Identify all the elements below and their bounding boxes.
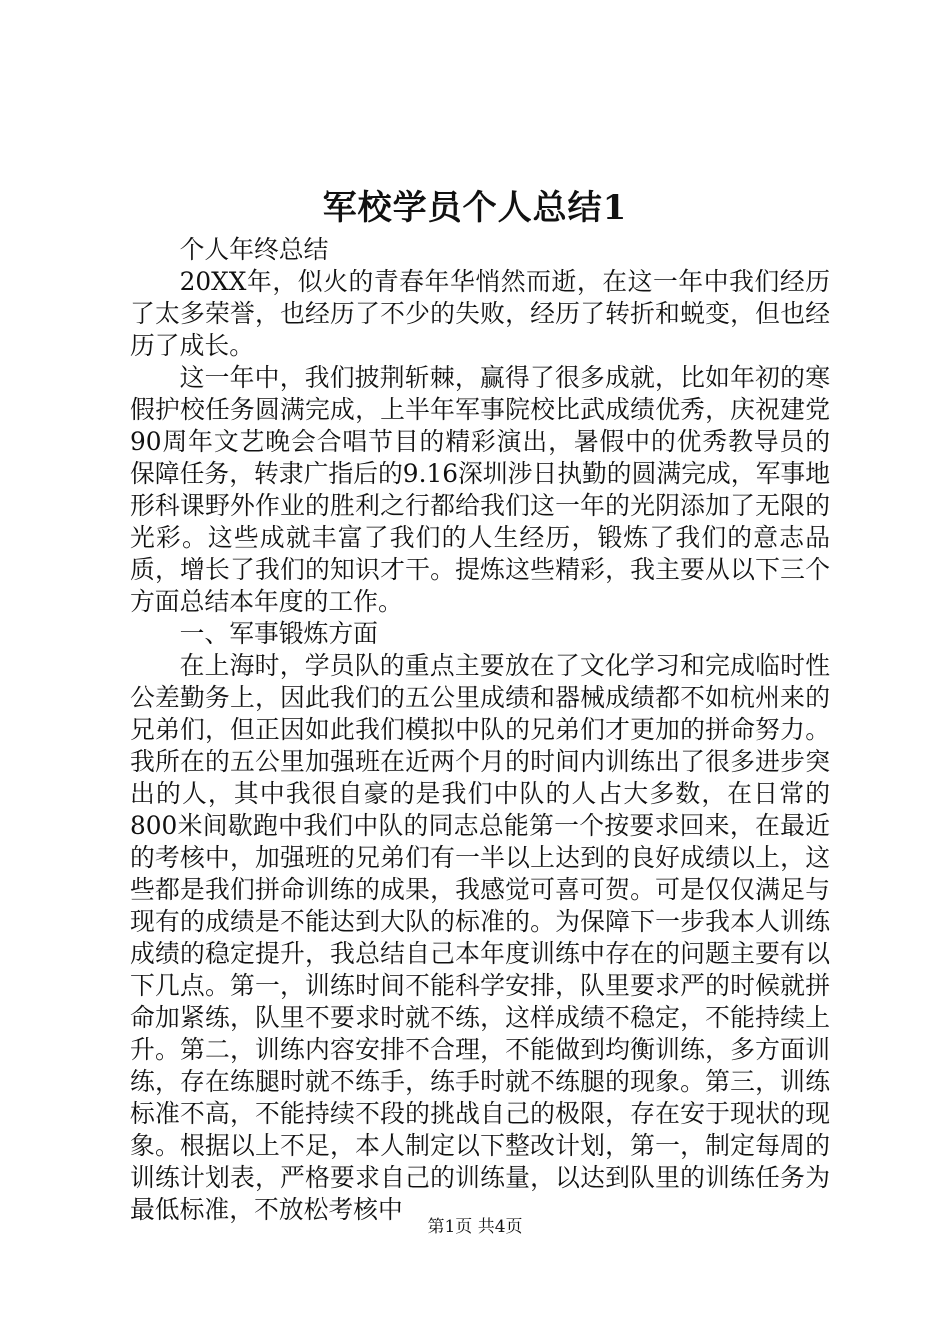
document-title: 军校学员个人总结1 [322,188,628,228]
section-heading-military-training: 一、军事锻炼方面 [179,619,378,648]
paragraph-subtitle: 个人年终总结 [179,235,329,264]
document-body [130,234,830,1226]
paragraph-military-training: 在上海时，学员队的重点主要放在了文化学习和完成临时性公差勤务上，因此我们的五公里成绩和器械成绩都不如杭州来的兄弟们，但正因如此我们模拟中队的兄弟们才更加的拼命努力。我所在的五公里加强班在近两个月的时间内训练出了很多进步突出的人，其中我很自豪的是我们中队的人占大多数，在日常的800米间歇跑中我们中队的同志总能第一个按要求回来，在最近的考核中，加强班的兄弟们有一半以上达到的良好成绩以上，这些都是我们拼命训练的成果，我感觉可喜可贺。可是仅仅满足与现有的成绩是不能达到大队的标准的。为保障下一步我本人训练成绩的稳定提升，我总结自己本年度训练中存在的问题主要有以下几点。第一，训练时间不能科学安排，队里要求严的时候就拼命加紧练，队里不要求时就不练，这样成绩不稳定，不能持续上升。第二，训练内容安排不合理，不能做到均衡训练，多方面训练，存在练腿时就不练手，练手时就不练腿的现象。第三，训练标准不高，不能持续不段的挑战自己的极限，存在安于现状的现象。根据以上不足，本人制定以下整改计划，第一，制定每周的训练计划表，严格要求自己的训练量，以达到队里的训练任务为最低标准，不放松考核中 [130,651,830,1224]
paragraph-intro: 20XX年，似火的青春年华悄然而逝，在这一年中我们经历了太多荣誉，也经历了不少的失败，经历了转折和蜕变，但也经历了成长。 [130,267,830,360]
paragraph-achievements: 这一年中，我们披荆斩棘，赢得了很多成就，比如年初的寒假护校任务圆满完成，上半年军事院校比武成绩优秀，庆祝建党90周年文艺晚会合唱节目的精彩演出，暑假中的优秀教导员的保障任务，转隶广指后的9.16深圳涉日执勤的圆满完成，军事地形科课野外作业的胜利之行都给我们这一年的光阴添加了无限的光彩。这些成就丰富了我们的人生经历，锻炼了我们的意志品质，增长了我们的知识才干。提炼这些精彩，我主要从以下三个方面总结本年度的工作。 [130,363,830,616]
page-number-footer: 第1页 共4页 [427,1217,523,1237]
